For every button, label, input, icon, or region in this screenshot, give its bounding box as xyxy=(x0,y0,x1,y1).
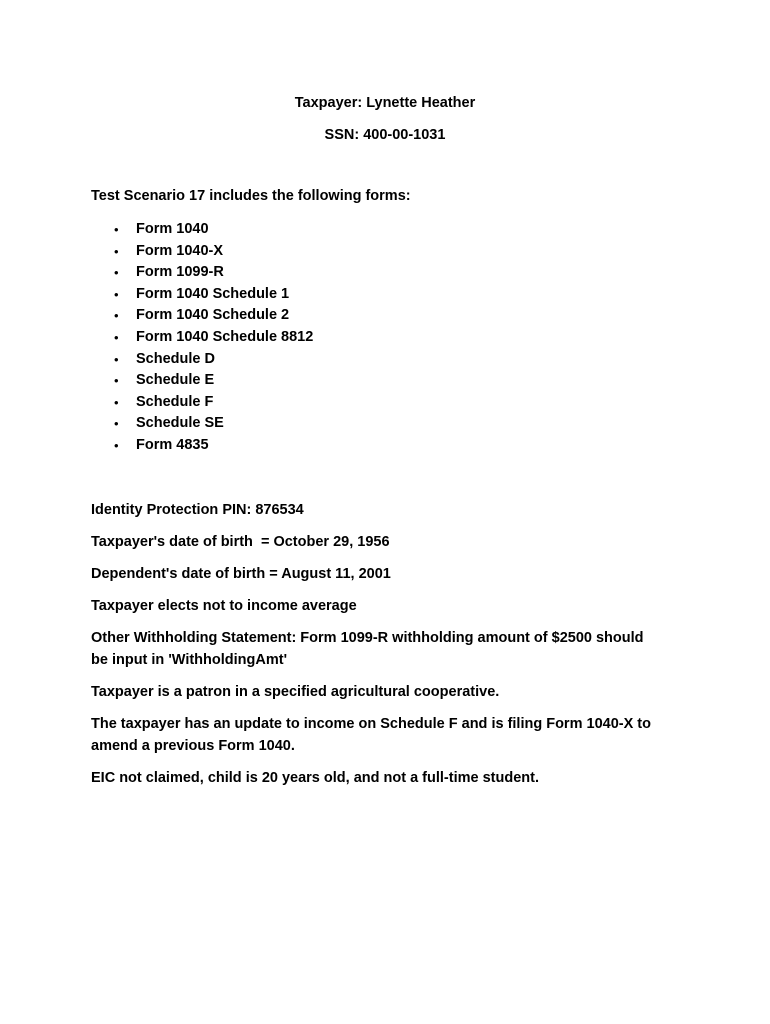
form-name: Form 1040 xyxy=(136,221,209,237)
form-name: Form 1040 Schedule 8812 xyxy=(136,328,314,345)
bullet-icon: • xyxy=(114,373,119,389)
cooperative-patron-note: Taxpayer is a patron in a specified agricultural cooperative. xyxy=(91,684,500,700)
form-name: Form 1040 Schedule 1 xyxy=(136,285,290,302)
identity-protection-pin: Identity Protection PIN: 876534 xyxy=(91,502,304,518)
form-name: Form 1099-R xyxy=(136,264,224,281)
taxpayer-date-of-birth: Taxpayer's date of birth = October 29, 1956 xyxy=(91,534,390,550)
form-name: Form 1040-X xyxy=(136,242,224,259)
scenario-intro-text: Test Scenario 17 includes the following forms: xyxy=(91,188,411,204)
amendment-note: The taxpayer has an update to income on Schedule F and is filing Form 1040-X to amend a previous Form 1040. xyxy=(91,716,651,754)
form-name: Schedule D xyxy=(136,350,215,367)
form-name: Form 4835 xyxy=(136,436,209,453)
taxpayer-name-heading: Taxpayer: Lynette Heather xyxy=(294,95,476,111)
bullet-icon: • xyxy=(114,222,119,237)
dependent-date-of-birth: Dependent's date of birth = August 11, 2001 xyxy=(91,566,391,582)
bullet-icon: • xyxy=(114,265,119,281)
form-name: Schedule F xyxy=(136,393,214,410)
bullet-icon: • xyxy=(114,286,119,302)
bullet-icon: • xyxy=(114,394,119,410)
bullet-icon: • xyxy=(114,329,119,345)
bullet-icon: • xyxy=(114,243,119,259)
form-name: Schedule SE xyxy=(136,415,224,432)
bullet-icon: • xyxy=(114,308,119,324)
withholding-statement: Other Withholding Statement: Form 1099-R withholding amount of $2500 should be input in 'WithholdingAmt' xyxy=(91,630,644,668)
ssn-heading: SSN: 400-00-1031 xyxy=(324,127,446,143)
income-average-election: Taxpayer elects not to income average xyxy=(91,598,357,614)
form-name: Schedule E xyxy=(136,372,215,389)
form-name: Form 1040 Schedule 2 xyxy=(136,307,290,324)
bullet-icon: • xyxy=(114,416,119,432)
bullet-icon: • xyxy=(114,351,119,367)
eic-note: EIC not claimed, child is 20 years old, and not a full-time student. xyxy=(91,770,539,786)
bullet-icon: • xyxy=(114,437,119,453)
